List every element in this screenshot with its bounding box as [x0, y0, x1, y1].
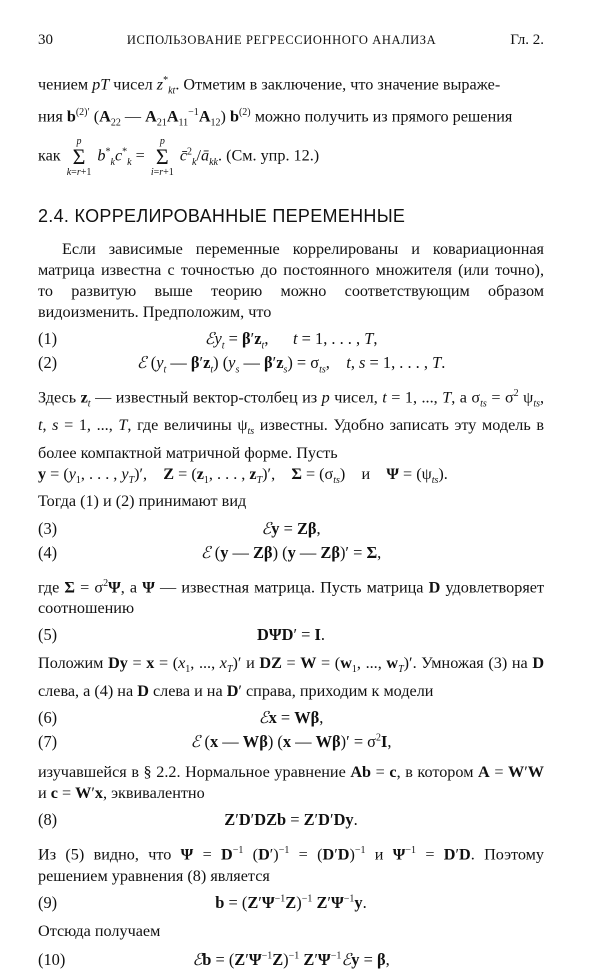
text-line-3: как p Σ k=r+1 $b^*_kc^*_k$ = p Σ i=r+1 $c̄^2_k/ā_{kk}$. (См. упр. 12.) — [38, 135, 320, 178]
page-number: 30 — [38, 32, 53, 48]
equation-1: (1) ℰy$_t$ = $\beta'z_t$, t = 1, . . . , T, — [38, 329, 378, 352]
paragraph-normal-equation: изучавшейся в § 2.2. Нормальное уравнение Ab = c, в котором A = W′W и c = W′x, эквивалентно — [38, 763, 544, 803]
running-header — [38, 32, 544, 54]
paragraph-transform: Положим $Dy = x = (x_1$, ..., $x_T)'$ и DZ = $W = (w_1$, ..., $w_T)'$. Умножая (3) на D слева, а (4) на D слева и на D′ справа, приходим к модели — [38, 654, 545, 700]
equation-8: (8) Z′D′DZb = Z′D′Dy. — [38, 810, 358, 830]
book-page — [38, 32, 544, 972]
matrix-definitions-line: $y = (y_1$, . . . , $y_T)'$, $Z = (z_1$, . . . , $z_T)'$, $\Sigma = (\sigma_{ts})$ и $\Psi = (\psi_{ts})$. — [38, 464, 448, 487]
paragraph-hence: Отсюда получаем — [38, 922, 161, 941]
paragraph-definitions: Здесь $z_t$ — известный вектор-столбец из p чисел, t = 1, ..., T, а $\sigma_{ts} = \sigma^2$ $\psi_{ts}$, t, s = 1, ..., T, где величины $\psi_{ts}$ известны. Удобно записать эту модель в более компактной матричной форме. Пусть — [38, 388, 545, 462]
equation-5: (5) DΨD′ = I. — [38, 625, 325, 645]
running-title: ИСПОЛЬЗОВАНИЕ РЕГРЕССИОННОГО АНАЛИЗА — [126, 33, 437, 47]
paragraph-intro: Если зависимые переменные коррелированы и ковариационная матрица известна с точностью до постоянного множителя (или точно), то развитую выше теорию можно соответствующим образом видоизменить. Предположим, что — [38, 239, 544, 322]
chapter-label: Гл. 2. — [510, 32, 544, 48]
paragraph-sigma: где $\Sigma = \sigma^2\Psi$, а Ψ — известная матрица. Пусть матрица D удовлетворяет соотношению — [38, 577, 545, 618]
equation-10: (10) ℰb = $(Z'\Psi^{-1}Z)^{-1}$ $Z'\Psi^{-1}ℰy = \beta$, — [38, 950, 390, 970]
text-line-1: чением pT чисел $z^*_{kt}$. Отметим в заключение, что значение выраже- — [38, 75, 501, 97]
paragraph-solution: Из (5) видно, что $\Psi = D^{-1}$ $(D')^{-1} = (D'D)^{-1}$ и $\Psi^{-1} = D'D$. Поэтому решением уравнения (8) является — [38, 845, 545, 886]
equation-9: (9) $b = (Z'\Psi^{-1}Z)^{-1}$ $Z'\Psi^{-1}y$. — [38, 893, 367, 913]
equation-4: (4) ℰ (y — Zβ) (y — Zβ)′ = Σ, — [38, 542, 382, 562]
equation-6: (6) ℰx = Wβ, — [38, 708, 324, 728]
equation-2: (2) ℰ ($y_t$ — $\beta'z_t$) ($y_s$ — $\beta'z_s) = \sigma_{ts}$, t, s = 1, . . . , T. — [38, 353, 446, 376]
section-title: 2.4. КОРРЕЛИРОВАННЫЕ ПЕРЕМЕННЫЕ — [38, 205, 406, 226]
paragraph-then: Тогда (1) и (2) принимают вид — [38, 492, 247, 511]
text-line-2: ния $b^{(2)'}$ ($A_{22}$ — $A_{21}A_{11}^{-1}A_{12}$) $b^{(2)}$ можно получить из прямого решения — [38, 106, 513, 129]
equation-7: (7) ℰ (x — Wβ) (x — $W\beta)' = \sigma^2I$, — [38, 732, 392, 752]
equation-3: (3) ℰy = Zβ, — [38, 518, 321, 538]
